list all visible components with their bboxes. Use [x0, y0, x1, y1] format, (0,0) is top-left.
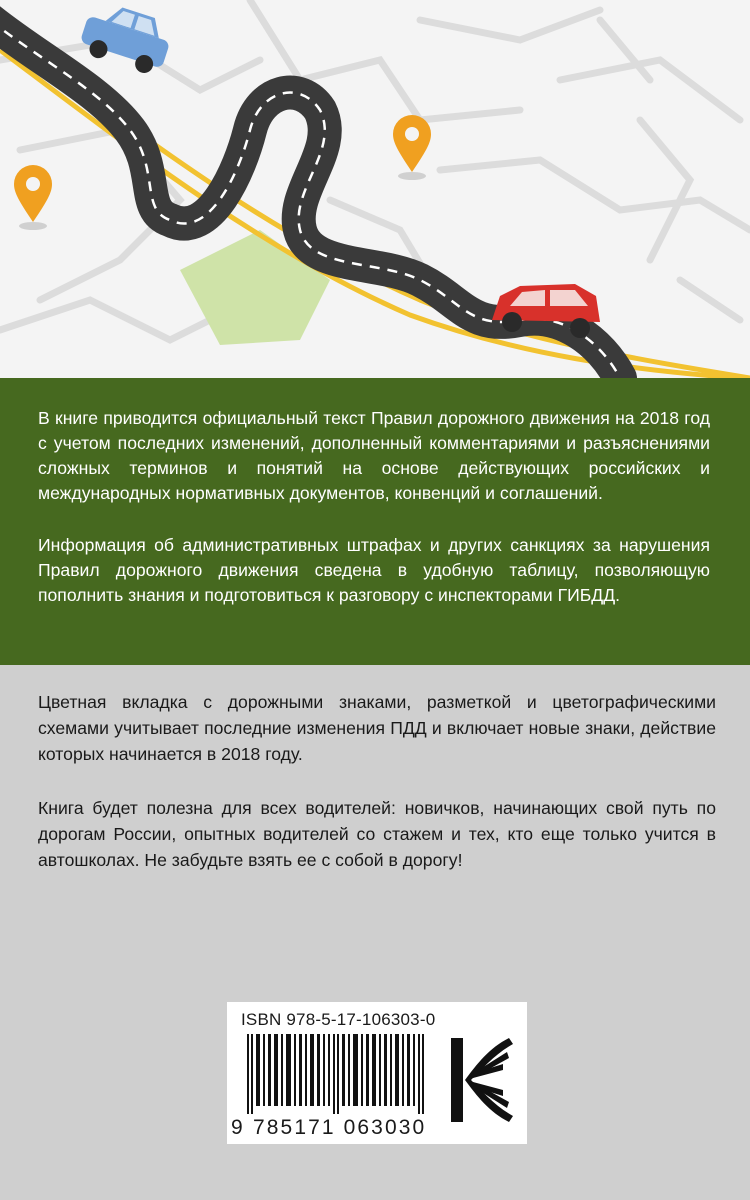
road-map-illustration — [0, 0, 750, 378]
description-paragraph: Информация об административных штрафах и других санкциях за нарушения Правил дорожного движения сведена в удобную таблицу, позволяющую пополнить знания и подготовиться к разговору с инспекторами ГИБДД. — [38, 535, 710, 605]
publisher-logo-icon — [447, 1034, 517, 1126]
description-paragraph: В книге приводится официальный текст Правил дорожного движения на 2018 год с учетом последних изменений, дополненный комментариями и разъяснениями сложных терминов и понятий на основе действующих российских и международных нормативных документов, конвенций и соглашений. — [38, 408, 710, 503]
description-band — [0, 378, 750, 665]
details-paragraph: Цветная вкладка с дорожными знаками, разметкой и цветографическими схемами учитывает последние изменения ПДД и включает новые знаки, действие которых начинается в 2018 году. — [38, 692, 716, 764]
location-pin-icon — [393, 115, 431, 180]
barcode-first-digit: 9 — [231, 1116, 244, 1139]
map-graphic — [0, 0, 750, 378]
isbn-barcode-box — [227, 1002, 527, 1144]
winding-road — [0, 20, 620, 378]
barcode-bars — [241, 1034, 441, 1114]
barcode-digits: 785171 063030 — [253, 1116, 427, 1139]
highway-lines — [0, 30, 750, 378]
details-paragraph: Книга будет полезна для всех водителей: новичков, начинающих свой путь по дорогам России, опытных водителей со стажем и тех, кто еще только учится в автошколах. Не забудьте взять ее с собой в дорогу! — [38, 798, 716, 870]
isbn-label: ISBN 978-5-17-106303-0 — [241, 1010, 436, 1029]
location-pin-icon — [14, 165, 52, 230]
